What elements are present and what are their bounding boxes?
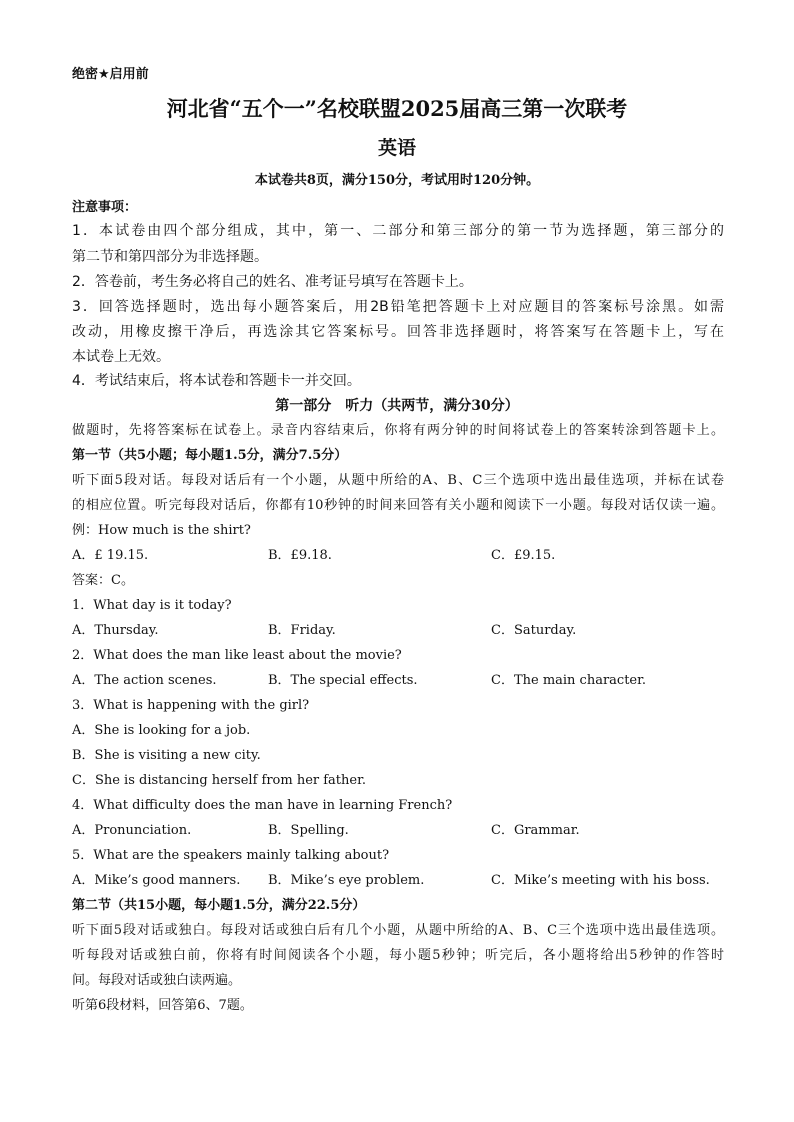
option-c: C．Saturday. bbox=[491, 623, 577, 638]
option-a: A．She is looking for a job. bbox=[72, 723, 251, 738]
section1-heading: 第一节（共5小题；每小题1.5分，满分7.5分） bbox=[72, 448, 348, 463]
option-a: A．The action scenes. bbox=[72, 673, 217, 688]
part1-heading: 第一部分 听力（共两节，满分30分） bbox=[275, 398, 519, 414]
question-2: 2．What does the man like least about the movie? bbox=[72, 648, 402, 663]
notes-heading: 注意事项： bbox=[72, 200, 138, 215]
question-5: 5．What are the speakers mainly talking about? bbox=[72, 848, 390, 863]
section2-instruction: 听下面5段对话或独白。每段对话或独白后有几个小题，从题中所给的A、B、C三个选项中选出最佳选项。 bbox=[72, 923, 724, 938]
note-line: 第二节和第四部分为非选择题。 bbox=[72, 249, 268, 265]
option-a: A．Mike’s good manners. bbox=[72, 873, 241, 888]
question-5-options bbox=[0, 872, 794, 890]
question-4-options bbox=[0, 822, 794, 840]
example-answer: 答案：C。 bbox=[72, 573, 134, 588]
option-c: C．Grammar. bbox=[491, 823, 580, 838]
note-line: 2．答卷前，考生务必将自己的姓名、准考证号填写在答题卡上。 bbox=[72, 274, 473, 290]
note-line: 4．考试结束后，将本试卷和答题卡一并交回。 bbox=[72, 373, 361, 389]
note-line: 本试卷上无效。 bbox=[72, 349, 170, 365]
example-question: 例：How much is the shirt? bbox=[72, 523, 251, 538]
option-b: B．£9.18. bbox=[268, 548, 332, 563]
option-b: B．Spelling. bbox=[268, 823, 349, 838]
note-line: 3．回答选择题时，选出每小题答案后，用2B铅笔把答题卡上对应题目的答案标号涂黑。如需 bbox=[72, 299, 724, 315]
option-c: C．The main character. bbox=[491, 673, 647, 688]
option-a: A．Thursday. bbox=[72, 623, 159, 638]
secret-label: 绝密★启用前 bbox=[72, 67, 149, 82]
note-line: 1．本试卷由四个部分组成，其中，第一、二部分和第三部分的第一节为选择题，第三部分的 bbox=[72, 223, 724, 239]
option-b: B．The special effects. bbox=[268, 673, 418, 688]
option-c: C．Mike’s meeting with his boss. bbox=[491, 873, 710, 888]
option-a: A．£ 19.15. bbox=[72, 548, 149, 563]
exam-title: 河北省“五个一”名校联盟2025届高三第一次联考 bbox=[166, 96, 628, 121]
option-b: B．Friday. bbox=[268, 623, 336, 638]
section1-instruction: 听下面5段对话。每段对话后有一个小题，从题中所给的A、B、C三个选项中选出最佳选项，并标在试卷 bbox=[72, 473, 724, 488]
question-3: 3．What is happening with the girl? bbox=[72, 698, 310, 713]
question-1-options bbox=[0, 622, 794, 640]
option-b: B．Mike’s eye problem. bbox=[268, 873, 425, 888]
section2-instruction: 听每段对话或独白前，你将有时间阅读各个小题，每小题5秒钟；听完后，各小题将给出5秒钟的作答时 bbox=[72, 948, 724, 963]
note-line: 改动，用橡皮擦干净后，再选涂其它答案标号。回答非选择题时，将答案写在答题卡上，写在 bbox=[72, 324, 724, 340]
question-4: 4．What difficulty does the man have in learning French? bbox=[72, 798, 453, 813]
subject-title: 英语 bbox=[377, 137, 416, 159]
exam-info: 本试卷共8页，满分150分，考试用时120分钟。 bbox=[254, 173, 540, 188]
section1-instruction: 的相应位置。听完每段对话后，你都有10秒钟的时间来回答有关小题和阅读下一小题。每段对话仅读一遍。 bbox=[72, 498, 724, 513]
option-b: B．She is visiting a new city. bbox=[72, 748, 261, 763]
question-2-options bbox=[0, 672, 794, 690]
section2-lead: 听第6段材料，回答第6、7题。 bbox=[72, 998, 253, 1013]
question-1: 1．What day is it today? bbox=[72, 598, 232, 613]
part1-instruction: 做题时，先将答案标在试卷上。录音内容结束后，你将有两分钟的时间将试卷上的答案转涂到答题卡上。 bbox=[72, 423, 724, 438]
option-a: A．Pronunciation. bbox=[72, 823, 192, 838]
option-c: C．She is distancing herself from her father. bbox=[72, 773, 367, 788]
example-options bbox=[0, 547, 794, 565]
section2-instruction: 间。每段对话或独白读两遍。 bbox=[72, 973, 242, 988]
option-c: C．£9.15. bbox=[491, 548, 556, 563]
section2-heading: 第二节（共15小题，每小题1.5分，满分22.5分） bbox=[72, 898, 366, 913]
